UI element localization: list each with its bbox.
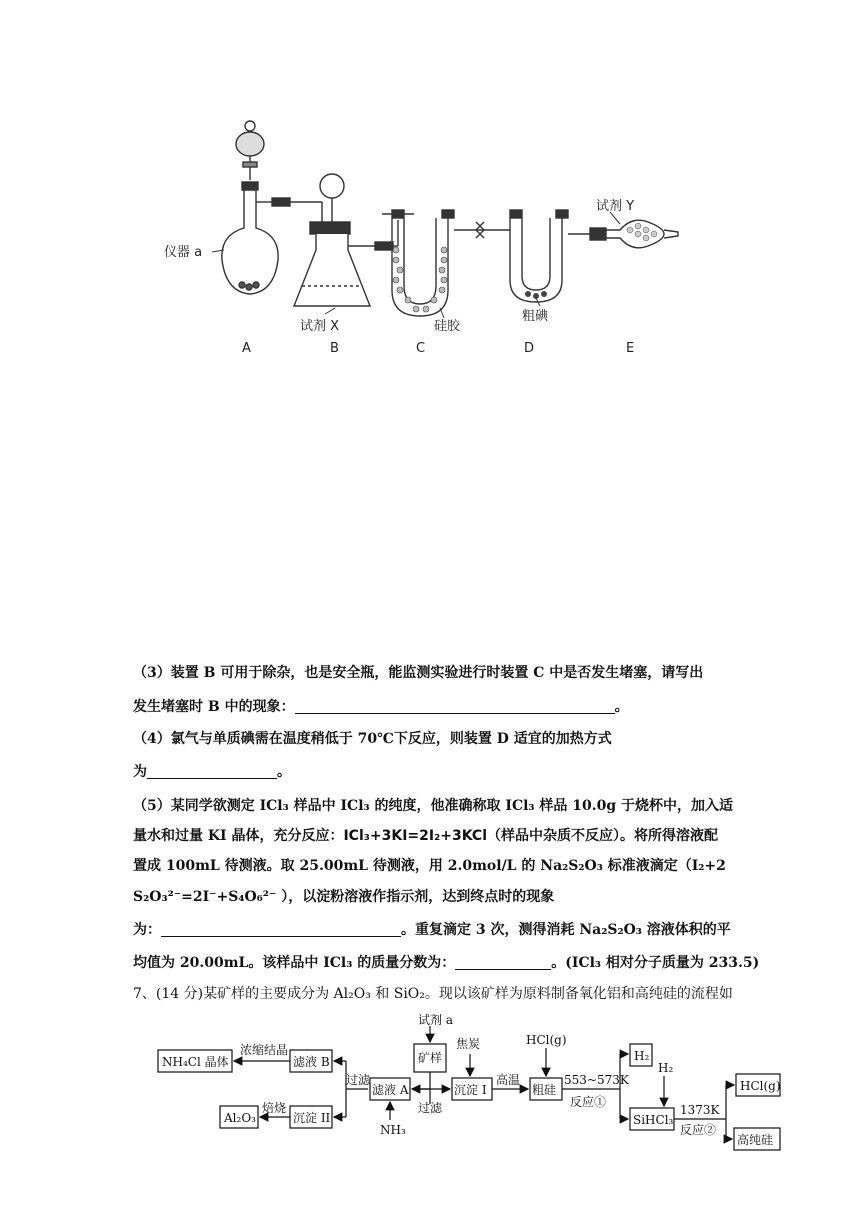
unit-label-a: A (242, 341, 251, 356)
flow-precip2: 沉淀 II (293, 1111, 331, 1125)
q4-line2 (133, 762, 733, 782)
flow-crude-si: 粗硅 (532, 1083, 557, 1097)
flow-h2-top: H₂ (634, 1049, 650, 1063)
q5-line3: 置成 100mL 待测液。取 25.00mL 待测液，用 2.0mol/L 的 Na₂S₂O₃ 标准液滴定（I₂+2 (133, 858, 726, 874)
flow-reaction2: 反应② (680, 1123, 717, 1137)
flow-hcl-out: HCl(g) (740, 1079, 781, 1093)
flow-coke: 焦炭 (456, 1037, 481, 1051)
q3-suffix: 。 (614, 699, 629, 715)
flow-reagent-a: 试剂 a (418, 1013, 453, 1027)
unit-label-c: C (416, 341, 426, 356)
q5-line2 (133, 826, 733, 846)
flow-precip1: 沉淀 I (454, 1083, 487, 1097)
flow-nh4cl: NH₄Cl 晶体 (162, 1055, 229, 1069)
unit-label-b: B (330, 341, 339, 356)
q5-fraction-blank[interactable] (455, 955, 551, 970)
label-reagent-x: 试剂 X (300, 319, 340, 334)
q4-answer-blank[interactable] (147, 764, 277, 779)
q3-line2 (133, 697, 733, 717)
label-crude-iodine: 粗碘 (522, 309, 549, 324)
flow-hcl-g: HCl(g) (526, 1033, 567, 1047)
flow-calcine: 焙烧 (262, 1101, 287, 1115)
q5-line4: S₂O₃²⁻=2I⁻+S₄O₆²⁻ ），以淀粉溶液作指示剂，达到终点时的现象 (133, 889, 555, 905)
flow-al2o3: Al₂O₃ (224, 1111, 256, 1125)
flow-temp1: 553~573K (564, 1073, 629, 1087)
flow-pure-si: 高纯硅 (737, 1133, 774, 1147)
q4-prefix: 为 (133, 764, 147, 780)
label-instrument-a: 仪器 a (164, 245, 203, 260)
flow-ore: 矿样 (418, 1051, 443, 1065)
q5-line1: （5）某同学欲测定 ICl₃ 样品中 ICl₃ 的纯度，他准确称取 ICl₃ 样品 10.0g 于烧杯中，加入适 (133, 798, 734, 814)
unit-label-e: E (626, 341, 635, 356)
q3-line1: （3）装置 B 可用于除杂，也是安全瓶，能监测实验进行时装置 C 中是否发生堵塞，请写出 (133, 665, 704, 681)
label-silica-gel: 硅胶 (434, 319, 461, 334)
flow-filter2: 过滤 (418, 1101, 443, 1115)
apparatus-diagram (150, 110, 690, 370)
flow-h2-mid: H₂ (658, 1061, 674, 1075)
q3-prefix: 发生堵塞时 B 中的现象： (133, 699, 295, 715)
flow-filtrate-b: 滤液 B (293, 1055, 330, 1069)
q4-suffix: 。 (277, 764, 291, 780)
q4-line1: （4）氯气与单质碘需在温度稍低于 70℃下反应，则装置 D 适宜的加热方式 (133, 731, 612, 747)
q5-line5 (133, 920, 733, 940)
q5-line6-suffix: 。(ICl₃ 相对分子质量为 233.5) (551, 955, 760, 971)
q7-intro: 7、(14 分)某矿样的主要成分为 Al₂O₃ 和 SiO₂。现以该矿样为原料制备氧化铝和高纯硅的流程如 (133, 986, 733, 1002)
q5-line5-prefix: 为： (133, 922, 161, 938)
flow-reaction1: 反应① (570, 1095, 607, 1109)
q5-line6-prefix: 均值为 20.00mL。该样品中 ICl₃ 的质量分数为： (133, 955, 456, 971)
process-flowchart (150, 1008, 790, 1168)
label-reagent-y: 试剂 Y (596, 199, 635, 214)
flow-sihcl3: SiHCl₃ (633, 1113, 674, 1127)
flow-filter1: 过滤 (346, 1073, 371, 1087)
q5-line6 (133, 953, 760, 973)
flow-concentrate: 浓缩结晶 (240, 1043, 289, 1057)
flow-temp2: 1373K (680, 1103, 720, 1117)
q5-line5-mid: 。重复滴定 3 次，测得消耗 Na₂S₂O₃ 溶液体积的平 (401, 922, 731, 938)
flow-filtrate-a: 滤液 A (372, 1083, 409, 1097)
q5-endpoint-blank[interactable] (161, 922, 401, 937)
unit-label-d: D (524, 341, 535, 356)
q5-line2-prefix: 量水和过量 KI 晶体，充分反应： (133, 828, 344, 844)
flow-nh3: NH₃ (380, 1123, 406, 1137)
q5-line2-suffix: （样品中杂质不反应）。将所得溶液配 (487, 828, 718, 844)
flow-high-temp: 高温 (496, 1073, 521, 1087)
q5-equation: ICl₃+3KI=2I₂+3KCl (343, 828, 487, 844)
q3-answer-blank[interactable] (295, 699, 615, 714)
